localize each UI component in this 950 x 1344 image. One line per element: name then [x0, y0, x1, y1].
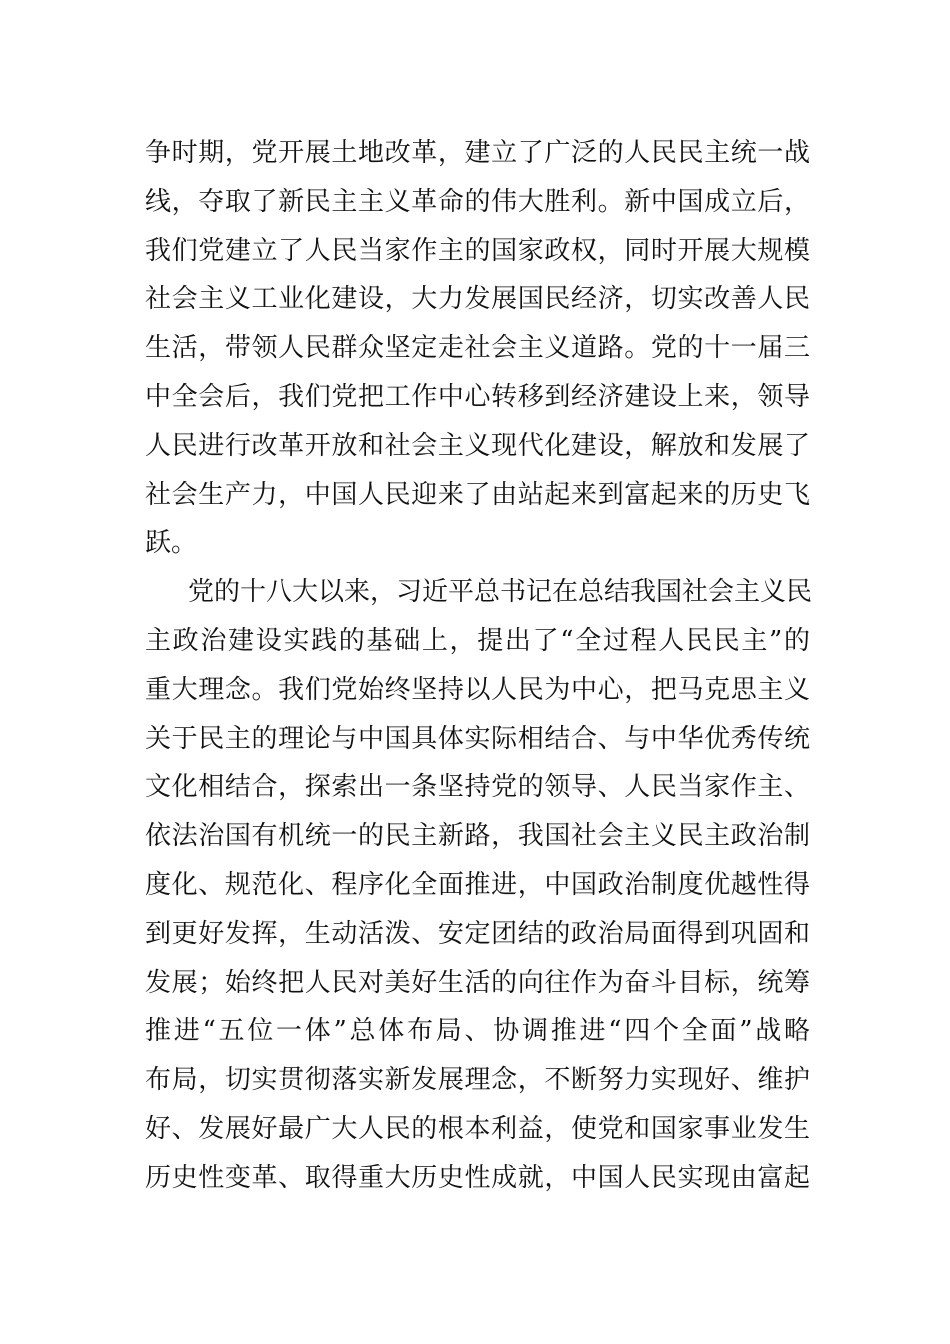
- paragraph-2-line-5: 文化相结合，探索出一条坚持党的领导、人民当家作主、: [145, 772, 810, 803]
- paragraph-1: [145, 129, 810, 568]
- paragraph-2-line-2: 主政治建设实践的基础上，提出了“全过程人民民主”的: [145, 625, 810, 656]
- paragraph-2-line-7: 度化、规范化、程序化全面推进，中国政治制度优越性得: [145, 869, 810, 900]
- document-body: [145, 129, 813, 1203]
- paragraph-1-line-1: 争时期，党开展土地改革，建立了广泛的人民民主统一战: [145, 138, 810, 168]
- paragraph-2-line-13: 历史性变革、取得重大历史性成就，中国人民实现由富起: [145, 1162, 810, 1193]
- paragraph-1-line-8: 社会生产力，中国人民迎来了由站起来到富起来的历史飞: [145, 479, 810, 510]
- paragraph-2-line-4: 关于民主的理论与中国具体实际相结合、与中华优秀传统: [145, 723, 810, 754]
- paragraph-1-line-2: 线，夺取了新民主主义革命的伟大胜利。新中国成立后，: [145, 186, 810, 217]
- paragraph-2-line-1: 党的十八大以来，习近平总书记在总结我国社会主义民: [188, 577, 813, 608]
- paragraph-2-line-6: 依法治国有机统一的民主新路，我国社会主义民主政治制: [145, 821, 810, 852]
- paragraph-2: [145, 568, 813, 1202]
- paragraph-2-line-11: 布局，切实贯彻落实新发展理念，不断努力实现好、维护: [145, 1065, 810, 1096]
- paragraph-1-line-9: 跃。: [145, 528, 198, 559]
- paragraph-2-line-10: 推进“五位一体”总体布局、协调推进“四个全面”战略: [145, 1016, 810, 1047]
- paragraph-2-line-3: 重大理念。我们党始终坚持以人民为中心，把马克思主义: [145, 674, 810, 705]
- paragraph-1-line-4: 社会主义工业化建设，大力发展国民经济，切实改善人民: [145, 284, 810, 315]
- paragraph-1-line-6: 中全会后，我们党把工作中心转移到经济建设上来，领导: [145, 381, 810, 412]
- paragraph-1-line-7: 人民进行改革开放和社会主义现代化建设，解放和发展了: [145, 430, 810, 461]
- paragraph-1-line-5: 生活，带领人民群众坚定走社会主义道路。党的十一届三: [145, 333, 810, 364]
- paragraph-2-line-9: 发展；始终把人民对美好生活的向往作为奋斗目标，统筹: [145, 967, 810, 998]
- paragraph-2-line-8: 到更好发挥，生动活泼、安定团结的政治局面得到巩固和: [145, 918, 810, 949]
- paragraph-1-line-3: 我们党建立了人民当家作主的国家政权，同时开展大规模: [145, 235, 810, 266]
- paragraph-2-line-12: 好、发展好最广大人民的根本利益，使党和国家事业发生: [145, 1113, 810, 1144]
